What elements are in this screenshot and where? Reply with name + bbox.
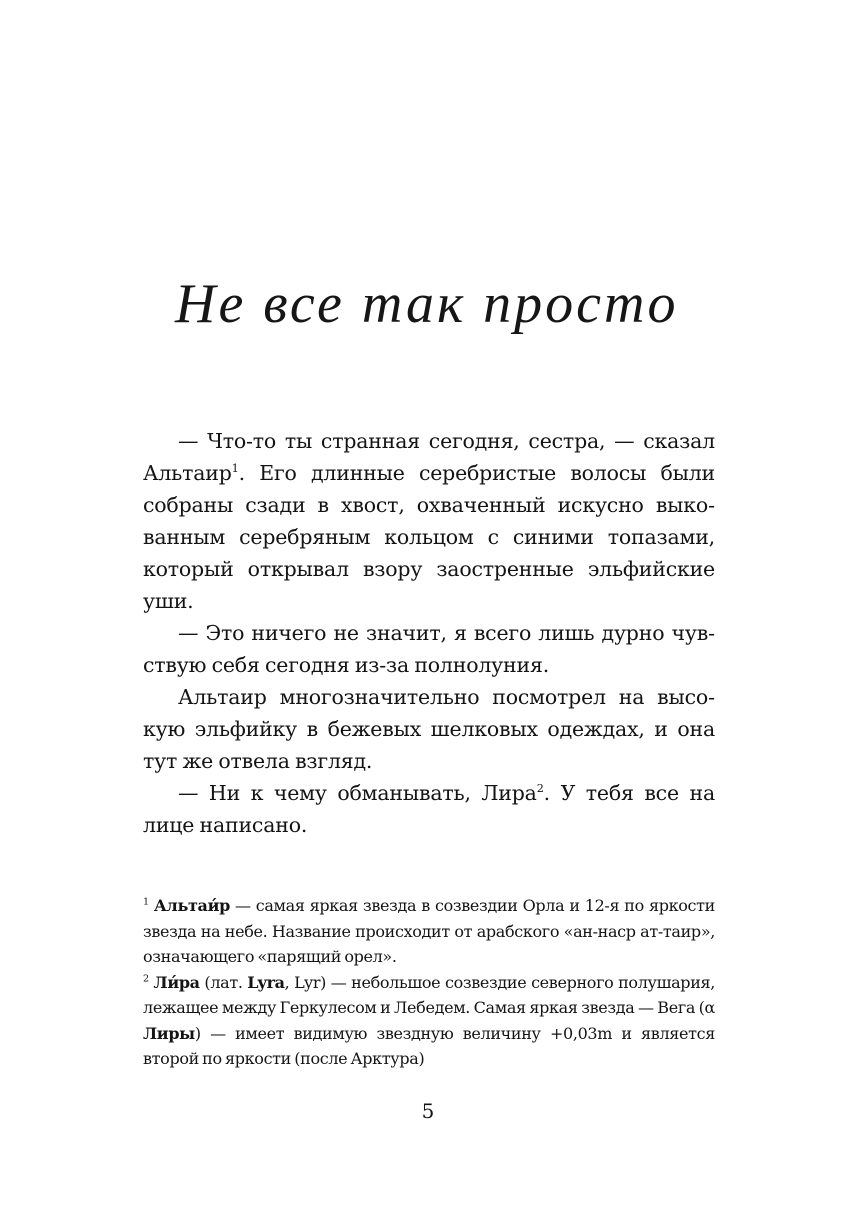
paragraph-text: . Его длинные серебристые волосы были собраны сзади в хвост, охваченный искусно выкованным серебряным кольцом с синими топазами, который открывал взору заостренные эльфийские уши.: [143, 461, 715, 613]
paragraph: [143, 777, 715, 841]
paragraph-text: Альтаир: [143, 461, 232, 485]
footnote-term: Ли́ра: [153, 972, 200, 992]
footnote-marker: 2: [143, 972, 149, 984]
footnote: [143, 970, 715, 1072]
footnote-term: Альтаи́р: [153, 896, 230, 915]
footnote-ref[interactable]: 2: [536, 782, 544, 796]
page-number: 5: [421, 1099, 435, 1123]
paragraph: Альтаир многозначительно посмотрел на высокую эльфийку в бежевых шелковых одеждах, и она тут же отвела взгляд.: [143, 685, 715, 773]
paragraph-text: — Что-то ты странная сегодня, сестра, — сказал: [178, 429, 715, 453]
chapter-title: Не все так просто: [175, 273, 679, 335]
body-text: [143, 425, 715, 841]
footnote: [143, 893, 715, 970]
paragraph: [143, 425, 715, 617]
footnotes: [143, 893, 715, 1072]
footnote-latin-term: Lyra: [247, 972, 285, 992]
footnote-text: (лат.: [199, 972, 248, 992]
footnote-text: , Lyr) — небольшое созвездие северного полушария, лежащее между Геркулесом и Лебедем. Самая яркая звезда — Вега (α: [143, 972, 715, 1017]
footnote-genitive-term: Лиры: [143, 1023, 195, 1043]
paragraph-text: . У тебя все на лице написано.: [143, 781, 715, 837]
footnote-text: — самая яркая звезда в созвездии Орла и 12-я по яркости звезда на небе. Название происходит от арабского «ан-наср ат-таир», означающего «парящий орел».: [143, 896, 715, 966]
footnote-marker: 1: [143, 896, 149, 908]
footnote-ref[interactable]: 1: [231, 462, 239, 476]
footnote-text: ) — имеет видимую звездную величину +0,03m и является второй по яркости (после Арктура): [143, 1023, 715, 1068]
paragraph-text: — Ни к чему обманывать, Лира: [178, 781, 537, 805]
paragraph: — Это ничего не значит, я всего лишь дурно чувствую себя сегодня из-за полнолуния.: [143, 621, 715, 677]
